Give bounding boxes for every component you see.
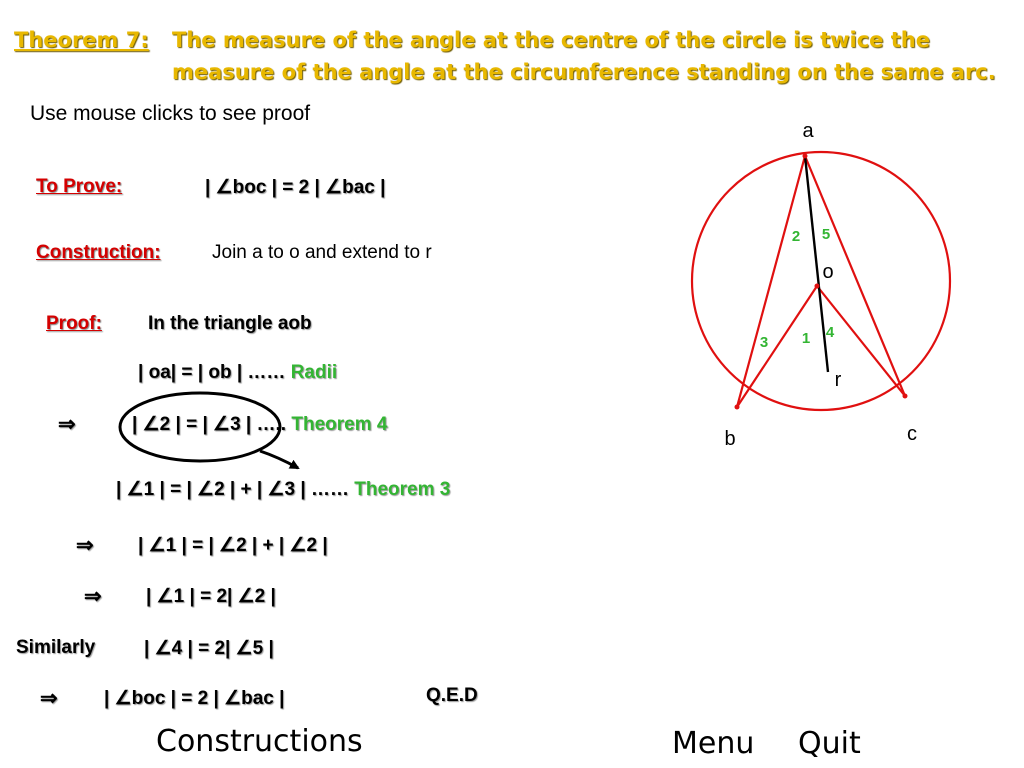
to-prove-label: To Prove: [36,176,123,197]
constructions-link[interactable]: Constructions [156,724,363,759]
proof-step-3-text: | ∠1 | = | ∠2 | + | ∠3 | …… [116,479,349,500]
construction-text: Join a to o and extend to r [212,242,432,263]
proof-conclusion: | ∠boc | = 2 | ∠bac | [104,688,285,709]
proof-step-5: | ∠1 | = 2| ∠2 | [146,586,276,607]
to-prove-statement: | ∠boc | = 2 | ∠bac | [205,177,386,198]
point-b-dot [735,405,740,410]
point-a-dot [803,154,808,159]
implies-symbol-2: ⇒ [76,534,94,557]
theorem-line-1: The measure of the angle at the centre of the circle is twice the [172,28,930,52]
highlight-ellipse [120,393,280,461]
proof-step-1-reason: Radii [290,362,338,383]
proof-step-6: | ∠4 | = 2| ∠5 | [144,638,274,659]
proof-step-3 [116,478,450,501]
angle-5-label: 5 [821,226,831,243]
similarly-label: Similarly [16,637,96,658]
menu-link[interactable]: Menu [672,726,755,761]
highlight-annotation [110,385,310,480]
proof-hint: Use mouse clicks to see proof [30,102,311,125]
point-o-dot [815,284,820,289]
qed-label: Q.E.D [426,685,478,706]
proof-step-2-reason: Theorem 4 [291,414,388,435]
construction-label: Construction: [36,242,161,263]
implies-symbol-1: ⇒ [58,413,76,436]
point-o-label: o [822,261,834,283]
point-a-label: a [802,120,814,142]
implies-symbol-3: ⇒ [84,585,102,608]
angle-4-label: 4 [825,324,835,341]
point-c-label: c [907,423,917,445]
proof-step-3-reason: Theorem 3 [354,479,451,500]
theorem-line-2: measure of the angle at the circumference standing on the same arc. [172,60,996,84]
proof-intro: In the triangle aob [148,313,312,334]
proof-step-2-text: | ∠2 | = | ∠3 | ….. [132,414,287,435]
point-c-dot [903,394,908,399]
quit-link[interactable]: Quit [798,726,861,761]
angle-1-label: 1 [801,330,811,347]
circle-diagram [650,110,980,460]
angle-3-label: 3 [759,334,769,351]
chord-ac [805,156,905,396]
chord-ab [737,156,805,407]
theorem-label: Theorem 7: [14,28,149,52]
proof-step-4: | ∠1 | = | ∠2 | + | ∠2 | [138,535,328,556]
highlight-arrow [260,451,298,468]
proof-step-1-text: | oa| = | ob | …… [138,362,286,383]
circle [692,152,950,410]
angle-2-label: 2 [791,228,801,245]
proof-label: Proof: [46,313,102,334]
point-r-label: r [834,369,842,391]
radius-oc [817,286,905,396]
proof-step-1 [138,362,337,384]
point-b-label: b [724,428,736,450]
implies-symbol-final: ⇒ [40,687,58,710]
